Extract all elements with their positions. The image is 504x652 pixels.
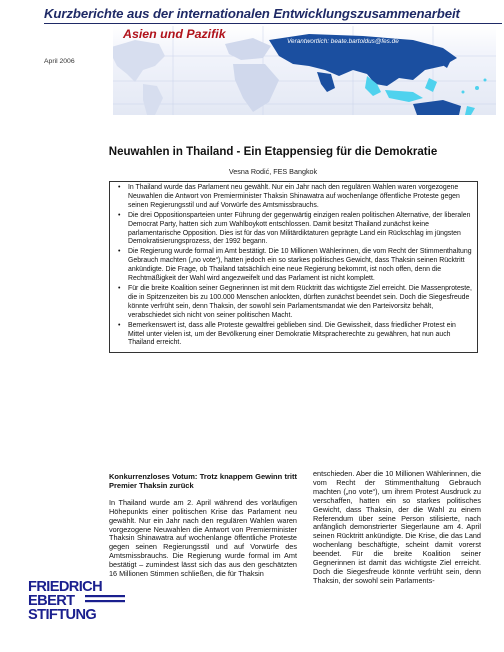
logo-line: STIFTUNG (28, 607, 97, 623)
body-paragraph-left: In Thailand wurde am 2. April während des vorläufigen Höhepunkts einer politischen Krise das Parlament neu gewählt. Nur ein Jahr nach den regulären Wahlen waren vorgezogene Neuwahlen die Antwort von Premierminister Thaksin Shinawatra auf wochenlange öffentliche Proteste gegen seinen Regierungsstil und auf Vorwürfe des Amtsmissbrauchs. Die Regierung wurde formal im Amt bestätigt – zumindest lässt sich das aus den geschätzten 16 Millionen Stimmen schließen, die für Thaksin (109, 497, 297, 579)
summary-box (109, 181, 478, 353)
summary-item: • Die Regierung wurde formal im Amt bestätigt. Die 10 Millionen Wählerinnen, die vom Recht der Stimmenthaltung Gebrauch machten („no vote“), hatten jedoch ein so starkes politisches Gewicht, dass Thaksin seinen Rücktritt ankündigte. Die Frage, ob Thailand tatsächlich eine neue Regierung bekommt, ist noch offen, denn die Rechtmäßigkeit der Wahl wird angezweifelt und das Parlament ist nicht komplett. (112, 248, 474, 284)
region-title: Asien und Pazifik (123, 27, 226, 41)
logo-line: FRIEDRICH (28, 579, 103, 595)
region-banner (113, 26, 496, 115)
logo-line: EBERT (28, 593, 75, 609)
article-title: Neuwahlen in Thailand - Ein Etappensieg für die Demokratie (108, 146, 438, 158)
body-paragraph-right: entschieden. Aber die 10 Millionen Wählerinnen, die vom Recht der Stimmenthaltung Gebrauch machten („no vote“), um ihrem Protest Ausdruck zu verschaffen, hatten ein so starkes politisches Gewicht, dass Thaksin, der die Wahl zu einem Referendum über seine Person stilisierte, nach anfänglich demonstrierter Siegerlaune am 4. April seinen Rücktritt ankündigte. Die Krise, die das Land wochenlang beschäftigte, scheint damit vorerst beendet. Für die breite Koalition seiner Gegnerinnen ist damit das wichtigste Ziel erreicht. Doch die Siegesfreude könnte verfrüht sein, denn Thaksin, der sowohl sein Parlaments- (313, 469, 481, 585)
article-author: Vesna Rodić, FES Bangkok (228, 167, 318, 176)
section-heading: Konkurrenzloses Votum: Trotz knappem Gewinn tritt Premier Thaksin zurück (109, 472, 297, 491)
summary-list (112, 184, 474, 348)
publication-date: April 2006 (44, 58, 75, 65)
logo-mark-icon (85, 592, 125, 608)
summary-item: • Bemerkenswert ist, dass alle Proteste gewaltfrei geblieben sind. Die Gewissheit, dass friedlicher Protest ein Mittel unter vielen ist, um der Bevölkerung einer Demokratie Mitspracherechte zu gewähren, hat nun auch Thailand erreicht. (112, 322, 474, 349)
series-title: Kurzberichte aus der internationalen Entwicklungszusammenarbeit (44, 6, 460, 21)
body-column-left (109, 470, 297, 579)
summary-item: • Für die breite Koalition seiner Gegnerinnen ist mit dem Rücktritt das wichtigste Ziel erreicht. Die Massenproteste, die in Spitzenzeiten bis zu 100.000 Menschen anlockten, dürften zunächst beendet sein. Doch die Siegesfreude könnte verfrüht sein, denn Thaksin, der sowohl sein Parlamentsmandat wie den Parteivorsitz behält, verabschiedet sich nicht von seiner politischen Macht. (112, 285, 474, 321)
header-rule (44, 23, 502, 24)
summary-item: • Die drei Oppositionsparteien unter Führung der gegenwärtig einzigen realen politischen Alternative, der liberalen Democrat Party, hatten sich zum Wahlboykott entschlossen. Damit besitzt Thailand zunächst keine parlamentarische Opposition. Dies ist für das von Militärdiktaturen geprägte Land ein Rückschlag im jüngsten Demokratisierungsprozess, der 1992 begann. (112, 212, 474, 248)
fes-logo (28, 580, 128, 622)
body-column-right (313, 470, 481, 586)
summary-item: • In Thailand wurde das Parlament neu gewählt. Nur ein Jahr nach den regulären Wahlen waren vorgezogene Neuwahlen die Antwort von Premierminister Thaksin Shinawatra auf wochenlange öffentliche Proteste gegen seinen Regierungsstil und auf Vorwürfe des Amtsmissbrauchs. (112, 184, 474, 211)
contact-email[interactable]: Verantwortlich: beate.bartoldus@fes.de (287, 38, 399, 45)
